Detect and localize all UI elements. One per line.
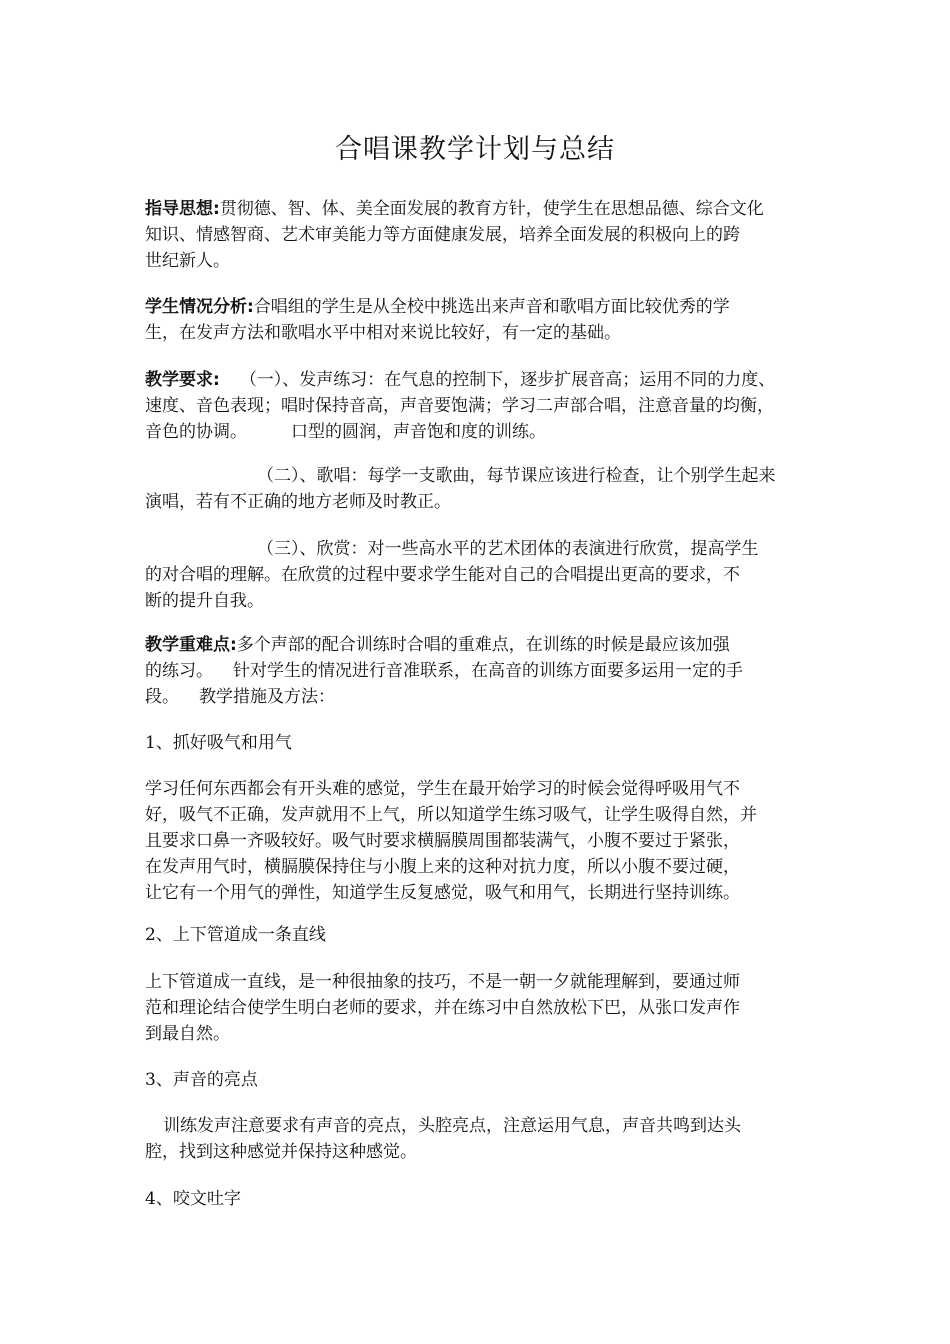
section1-text-line2: 好，吸气不正确，发声就用不上气，所以知道学生练习吸气，让学生吸得自然，并 [145, 805, 757, 825]
difficulties-text-line3b: 教学措施及方法： [199, 687, 335, 707]
guiding-paragraph [145, 196, 815, 274]
singing-text-line2: 演唱，若有不正确的地方老师及时教正。 [145, 492, 451, 512]
page-title: 合唱课教学计划与总结 [335, 134, 615, 165]
section2-text-line3: 到最自然。 [145, 1024, 230, 1044]
section1-text-line3: 且要求口鼻一齐吸较好。吸气时要求横膈膜周围都装满气，小腹不要过于紧张， [145, 831, 740, 851]
section2-heading-block [145, 922, 815, 948]
section3-paragraph [145, 1113, 815, 1165]
requirements-paragraph [145, 367, 815, 445]
appreciation-text-line2: 的对合唱的理解。在欣赏的过程中要求学生能对自己的合唱提出更高的要求，不 [145, 565, 740, 585]
analysis-label: 学生情况分析: [145, 297, 254, 317]
requirements-text-line1: （一）、发声练习：在气息的控制下，逐步扩展音高；运用不同的力度、 [239, 370, 776, 390]
difficulties-paragraph [145, 632, 815, 710]
appreciation-text-line3: 断的提升自我。 [145, 591, 264, 611]
section2-paragraph [145, 969, 815, 1047]
guiding-text-line3: 世纪新人。 [145, 251, 230, 271]
difficulties-text-line2b: 针对学生的情况进行音准联系，在高音的训练方面要多运用一定的手 [233, 661, 743, 681]
section2-heading: 2、上下管道成一条直线 [145, 925, 326, 945]
section4-heading: 4、咬文吐字 [145, 1189, 241, 1209]
guiding-text-line2: 知识、情感智商、艺术审美能力等方面健康发展，培养全面发展的积极向上的跨 [145, 225, 740, 245]
requirements-text-line2: 速度、音色表现；唱时保持音高，声音要饱满；学习二声部合唱，注意音量的均衡， [145, 396, 774, 416]
section2-text-line2: 范和理论结合使学生明白老师的要求，并在练习中自然放松下巴，从张口发声作 [145, 998, 740, 1018]
section1-heading-block [145, 730, 815, 756]
singing-text-line1: （二）、歌唱：每学一支歌曲，每节课应该进行检查，让个别学生起来 [257, 466, 776, 486]
section4-heading-block [145, 1186, 815, 1212]
singing-paragraph [145, 463, 815, 515]
difficulties-label: 教学重难点: [145, 635, 237, 655]
section1-text-line4: 在发声用气时，横膈膜保持住与小腹上来的这种对抗力度，所以小腹不要过硬， [145, 857, 740, 877]
section3-heading-block [145, 1067, 815, 1093]
guiding-text-line1: 贯彻德、智、体、美全面发展的教育方针，使学生在思想品德、综合文化 [219, 199, 764, 219]
appreciation-paragraph [145, 536, 815, 614]
difficulties-text-line2a: 的练习。 [145, 661, 213, 681]
analysis-text-line2: 生，在发声方法和歌唱水平中相对来说比较好，有一定的基础。 [145, 323, 621, 343]
section3-text-line2: 腔，找到这种感觉并保持这种感觉。 [145, 1142, 417, 1162]
section3-text-line1: 训练发声注意要求有声音的亮点，头腔亮点，注意运用气息，声音共鸣到达头 [163, 1116, 741, 1136]
requirements-text-line3b: 口型的圆润，声音饱和度的训练。 [291, 422, 546, 442]
analysis-text-line1: 合唱组的学生是从全校中挑选出来声音和歌唱方面比较优秀的学 [253, 297, 730, 317]
appreciation-text-line1: （三）、欣赏：对一些高水平的艺术团体的表演进行欣赏，提高学生 [257, 539, 759, 559]
guiding-label: 指导思想: [145, 199, 220, 219]
section2-text-line1: 上下管道成一直线，是一种很抽象的技巧，不是一朝一夕就能理解到，要通过师 [145, 972, 740, 992]
requirements-text-line3a: 音色的协调。 [145, 422, 247, 442]
section3-heading: 3、声音的亮点 [145, 1070, 258, 1090]
section1-text-line5: 让它有一个用气的弹性，知道学生反复感觉，吸气和用气，长期进行坚持训练。 [145, 883, 740, 903]
difficulties-text-line1: 多个声部的配合训练时合唱的重难点，在训练的时候是最应该加强 [236, 635, 730, 655]
section1-text-line1: 学习任何东西都会有开头难的感觉，学生在最开始学习的时候会觉得呼吸用气不 [145, 779, 740, 799]
section1-heading: 1、抓好吸气和用气 [145, 733, 292, 753]
analysis-paragraph [145, 294, 815, 346]
section1-paragraph [145, 776, 815, 906]
difficulties-text-line3a: 段。 [145, 687, 179, 707]
requirements-label: 教学要求: [145, 370, 220, 390]
